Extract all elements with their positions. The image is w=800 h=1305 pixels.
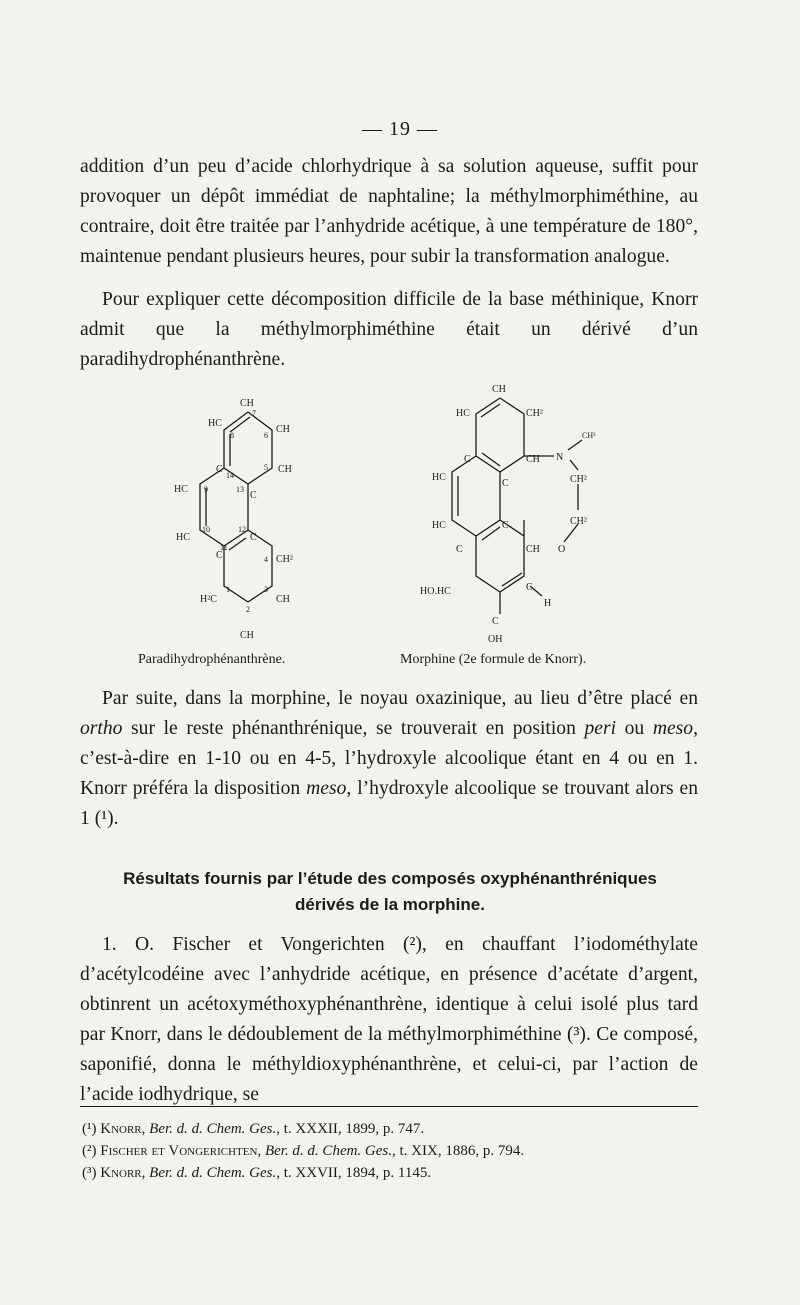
footnote-rule bbox=[80, 1106, 698, 1107]
ring-number: 8 bbox=[230, 431, 234, 440]
section-title-line-2: dérivés de la morphine. bbox=[295, 895, 485, 914]
paragraph-4 bbox=[80, 930, 698, 1110]
atom-label: CH bbox=[276, 594, 290, 605]
section-title-line-1: Résultats fournis par l’étude des composés oxyphénanthréniques bbox=[123, 869, 657, 888]
atom-label: CH bbox=[240, 630, 254, 641]
atom-label: HC bbox=[432, 520, 446, 531]
atom-label: C bbox=[216, 464, 223, 475]
footnote-journal: Ber. d. d. Chem. Ges. bbox=[264, 1143, 393, 1159]
ring-number: 12 bbox=[238, 525, 246, 534]
double-bond bbox=[482, 527, 500, 540]
term-peri: peri bbox=[584, 718, 617, 739]
footnote: (¹) Knorr, Ber. d. d. Chem. Ges., t. XXXII, 1899, p. 747. bbox=[82, 1121, 425, 1137]
section-title bbox=[78, 866, 702, 918]
double-bond bbox=[230, 417, 250, 432]
atom-label: C bbox=[464, 454, 471, 465]
atom-label: HC bbox=[432, 472, 446, 483]
paragraph-3-text-1: Par suite, dans la morphine, le noyau oxazinique, au lieu d’être placé en bbox=[102, 688, 698, 709]
atom-label: CH² bbox=[570, 474, 587, 485]
ring-number: 14 bbox=[226, 471, 234, 480]
term-meso-2: meso bbox=[306, 778, 347, 799]
ring-number: 13 bbox=[236, 485, 244, 494]
bond bbox=[476, 398, 524, 472]
atom-label: CH³ bbox=[582, 431, 596, 440]
atom-label: HC bbox=[174, 484, 188, 495]
footnote-author: Knorr bbox=[100, 1121, 142, 1137]
page-number: — 19 — bbox=[362, 118, 438, 140]
atom-label: H²C bbox=[200, 594, 217, 605]
atom-label: CH² bbox=[570, 516, 587, 527]
atom-label: N bbox=[556, 452, 564, 463]
footnote: (²) Fischer et Vongerichten, Ber. d. d. Chem. Ges., t. XIX, 1886, p. 794. bbox=[82, 1143, 525, 1159]
paragraph-3 bbox=[80, 684, 698, 834]
bond bbox=[570, 460, 578, 470]
atom-label: O bbox=[558, 544, 566, 555]
ring-number: 6 bbox=[264, 431, 268, 440]
atom-label: C bbox=[526, 582, 533, 593]
atom-label: OH bbox=[488, 634, 503, 645]
footnote-rest: , t. XXXII, 1899, p. 747. bbox=[276, 1121, 425, 1137]
paragraph-3-text-2: sur le reste phénanthrénique, se trouverait en position bbox=[122, 718, 585, 739]
atom-label: CH² bbox=[276, 554, 293, 565]
ring-number: 10 bbox=[202, 525, 210, 534]
ring-number: 1 bbox=[226, 585, 230, 594]
footnote-author: Fischer et Vongerichten bbox=[100, 1143, 258, 1159]
atom-label: HO.HC bbox=[420, 586, 451, 597]
ring-number: 7 bbox=[252, 409, 256, 418]
atom-label: CH bbox=[526, 544, 540, 555]
atom-label: C bbox=[456, 544, 463, 555]
footnote-rest: , t. XIX, 1886, p. 794. bbox=[392, 1143, 525, 1159]
footnote-mark: (¹) bbox=[82, 1121, 97, 1137]
paragraph-1: addition d’un peu d’acide chlorhydrique à sa solution aqueuse, suffit pour provoquer un dépôt immédiat de naphtaline; la méthylmorphiméthine, au contraire, doit être traitée par l’anhydride acétique, à une température de 180°, maintenue pendant plusieurs heures, pour subir la transformation analogue. bbox=[80, 156, 698, 267]
figure-right-caption: Morphine (2e formule de Knorr). bbox=[400, 652, 587, 667]
atom-label: HC bbox=[176, 532, 190, 543]
bond bbox=[452, 456, 500, 536]
term-meso: meso bbox=[652, 718, 694, 739]
double-bond bbox=[229, 538, 246, 550]
atom-label: HC bbox=[208, 418, 222, 429]
structure-paradihydrophenanthrene bbox=[170, 380, 330, 654]
footnote-rest: , t. XXVII, 1894, p. 1145. bbox=[276, 1165, 432, 1181]
ring-number: 9 bbox=[204, 485, 208, 494]
ring-number: 5 bbox=[264, 463, 268, 472]
bond bbox=[568, 440, 582, 450]
term-ortho: ortho bbox=[80, 718, 123, 739]
atom-label: C bbox=[216, 550, 223, 561]
paragraph-2-text: Pour expliquer cette décomposition difficile de la base méthinique, Knorr admit que la méthylmorphiméthine était un dérivé d’un paradihydrophénanthrène. bbox=[80, 289, 698, 370]
atom-label: CH bbox=[526, 454, 540, 465]
ring-number: 4 bbox=[264, 555, 268, 564]
footnotes bbox=[82, 1118, 700, 1184]
atom-label: CH bbox=[240, 398, 254, 409]
paragraph-4-text: 1. O. Fischer et Vongerichten (²), en chauffant l’iodométhylate d’acétylcodéine avec l’anhydride acétique, en présence d’acétate d’argent, obtinrent un acétoxyméthoxyphénanthrène, identique à celui isolé plus tard par Knorr, dans le dédoublement de la méthylmorphiméthine (³). Ce composé, saponifié, donna le méthyldioxyphénanthrène, et celui-ci, par l’action de l’acide iodhydrique, se bbox=[80, 934, 698, 1105]
paragraph-3-text-4: , c’est-à-dire en 1-10 ou en 4-5, l’hydroxyle alcoolique étant en 4 ou en 1. Knorr préféra la disposition bbox=[80, 718, 698, 799]
structure-morphine bbox=[420, 380, 600, 654]
footnote: (³) Knorr, Ber. d. d. Chem. Ges., t. XXVII, 1894, p. 1145. bbox=[82, 1165, 432, 1181]
footnote-mark: (²) bbox=[82, 1143, 97, 1159]
atom-label: CH bbox=[278, 464, 292, 475]
footnote-journal: Ber. d. d. Chem. Ges. bbox=[149, 1121, 277, 1137]
footnote-journal: Ber. d. d. Chem. Ges. bbox=[149, 1165, 277, 1181]
paragraph-2 bbox=[80, 285, 698, 375]
atom-label: HC bbox=[456, 408, 470, 419]
atom-label: C bbox=[250, 490, 257, 501]
atom-label: CH bbox=[492, 384, 506, 395]
atom-label: CH² bbox=[526, 408, 543, 419]
footnote-mark: (³) bbox=[82, 1165, 97, 1181]
paragraph-3-text-3: ou bbox=[616, 718, 653, 739]
ring-number: 3 bbox=[264, 585, 268, 594]
atom-label: H bbox=[544, 598, 552, 609]
footnote-author: Knorr bbox=[100, 1165, 142, 1181]
double-bond bbox=[482, 453, 500, 466]
double-bond bbox=[481, 404, 500, 417]
ring-number: 11 bbox=[220, 543, 228, 552]
atom-label: C bbox=[502, 478, 509, 489]
atom-label: C bbox=[492, 616, 499, 627]
atom-label: CH bbox=[276, 424, 290, 435]
atom-label: C bbox=[502, 520, 509, 531]
ring-number: 2 bbox=[246, 605, 250, 614]
atom-label: C bbox=[250, 532, 257, 543]
figure-left-caption: Paradihydrophénanthrène. bbox=[138, 652, 286, 667]
paragraph-3-text-5: , l’hydroxyle alcoolique se trouvant alors en 1 (¹). bbox=[80, 778, 699, 829]
